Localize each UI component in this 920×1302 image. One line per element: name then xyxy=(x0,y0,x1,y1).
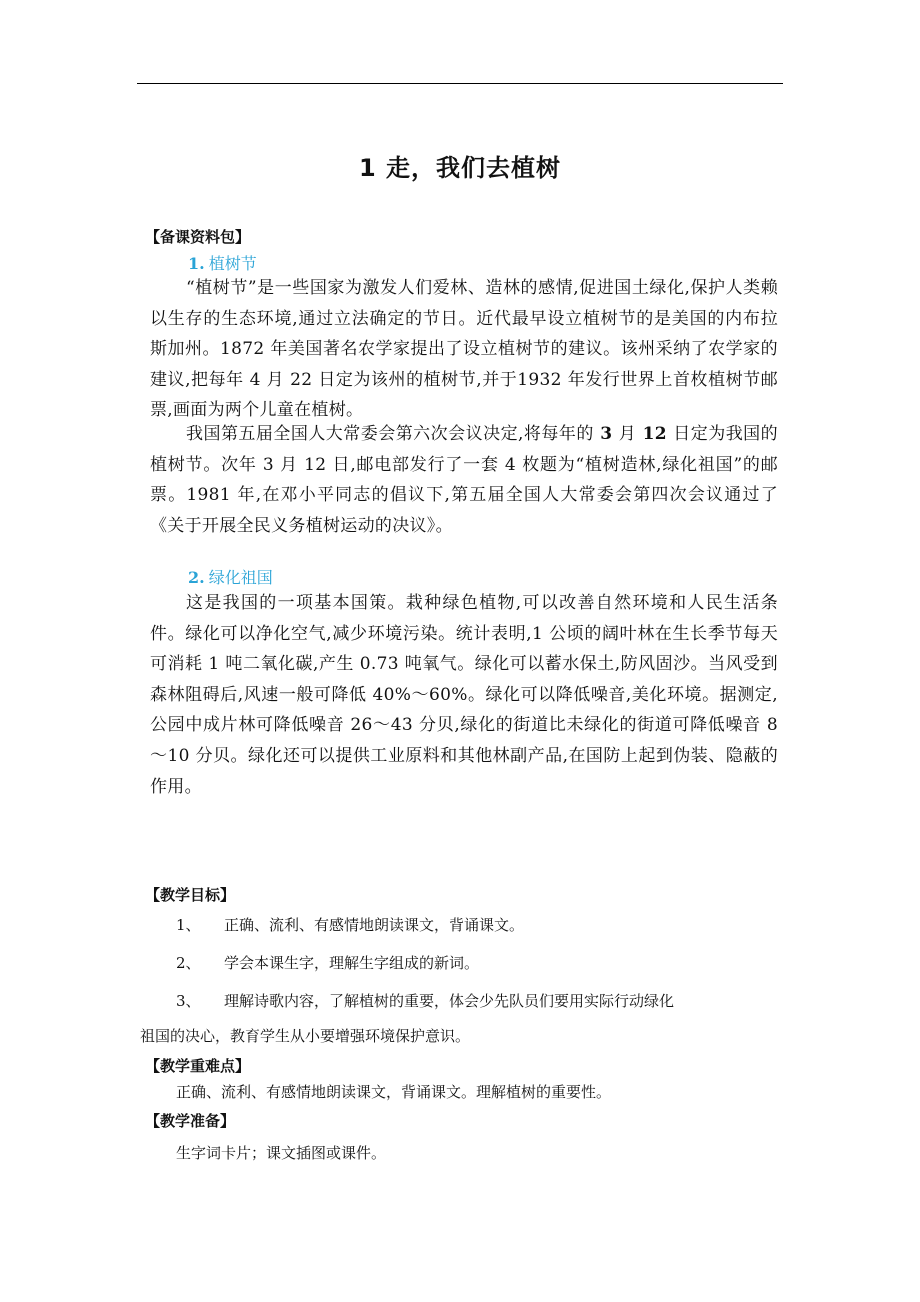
para-text: 月 xyxy=(618,424,637,444)
objective-item xyxy=(140,944,780,982)
section-heading-prep: 【备课资料包】 xyxy=(145,228,251,246)
para-text: 我国第五届全国人大常委会第六次会议决定,将每年的 xyxy=(186,424,594,444)
paragraph-greening: 这是我国的一项基本国策。栽种绿色植物,可以改善自然环境和人民生活条件。绿化可以净化空气,减少环境污染。统计表明,1 公顷的阔叶林在生长季节每天可消耗 1 吨二氧化碳,产生 0.73 吨氧气。绿化可以蓄水保土,防风固沙。当风受到森林阻碍后,风速一般可降低 40%～60%。绿化可以降低噪音,美化环境。据测定,公园中成片林可降低噪音 26～43 分贝,绿化的街道比未绿化的街道可降低噪音 8～10 分贝。绿化还可以提供工业原料和其他林副产品,在国防上起到伪装、隐蔽的作用。 xyxy=(150,593,778,797)
section-heading-objectives: 【教学目标】 xyxy=(145,886,236,904)
objective-text: 正确、流利、有感情地朗读课文，背诵课文。 xyxy=(224,916,525,934)
header-rule xyxy=(137,83,783,84)
keypoints-text: 正确、流利、有感情地朗读课文，背诵课文。理解植树的重要性。 xyxy=(176,1083,612,1101)
para-bold: 3 xyxy=(593,424,619,444)
para-text: 日定为我国的植树节。次年 3 月 12 日,邮电部发行了一套 4 枚题为“植树造林,绿化祖国”的邮票。1981 年,在邓小平同志的倡议下,第五届全国人大常委会第四次会议通过了《关于开展全民义务植树运动的决议》。 xyxy=(150,424,778,536)
subheading-greening xyxy=(188,565,273,588)
paragraph-china-arbor-day xyxy=(150,419,778,541)
objective-number: 1、 xyxy=(176,916,201,934)
objective-text: 学会本课生字，理解生字组成的新词。 xyxy=(224,954,480,972)
section-heading-preparation: 【教学准备】 xyxy=(145,1112,236,1130)
objective-number: 3、 xyxy=(176,992,201,1010)
section-heading-keypoints: 【教学重难点】 xyxy=(145,1057,251,1075)
objective-text: 理解诗歌内容，了解植树的重要，体会少先队员们要用实际行动绿化 xyxy=(224,992,675,1010)
subheading-text: 绿化祖国 xyxy=(208,568,273,587)
objective-continuation: 祖国的决心，教育学生从小要增强环境保护意识。 xyxy=(140,1027,471,1045)
objective-item xyxy=(140,906,780,944)
subheading-arbor-day xyxy=(188,251,257,274)
subheading-number: 1. xyxy=(188,254,205,273)
objective-item xyxy=(140,982,780,1020)
para-bold: 12 xyxy=(636,424,674,444)
subheading-number: 2. xyxy=(188,568,205,587)
page-title: 1 走，我们去植树 xyxy=(358,154,562,182)
subheading-text: 植树节 xyxy=(208,254,257,273)
objective-number: 2、 xyxy=(176,954,201,972)
preparation-text: 生字词卡片；课文插图或课件。 xyxy=(176,1144,387,1162)
paragraph-arbor-day-history: “植树节”是一些国家为激发人们爱林、造林的感情,促进国土绿化,保护人类赖以生存的生态环境,通过立法确定的节日。近代最早设立植树节的是美国的内布拉斯加州。1872 年美国著名农学家提出了设立植树节的建议。该州采纳了农学家的建议,把每年 4 月 22 日定为该州的植树节,并于1932 年发行世界上首枚植树节邮票,画面为两个儿童在植树。 xyxy=(150,278,778,421)
